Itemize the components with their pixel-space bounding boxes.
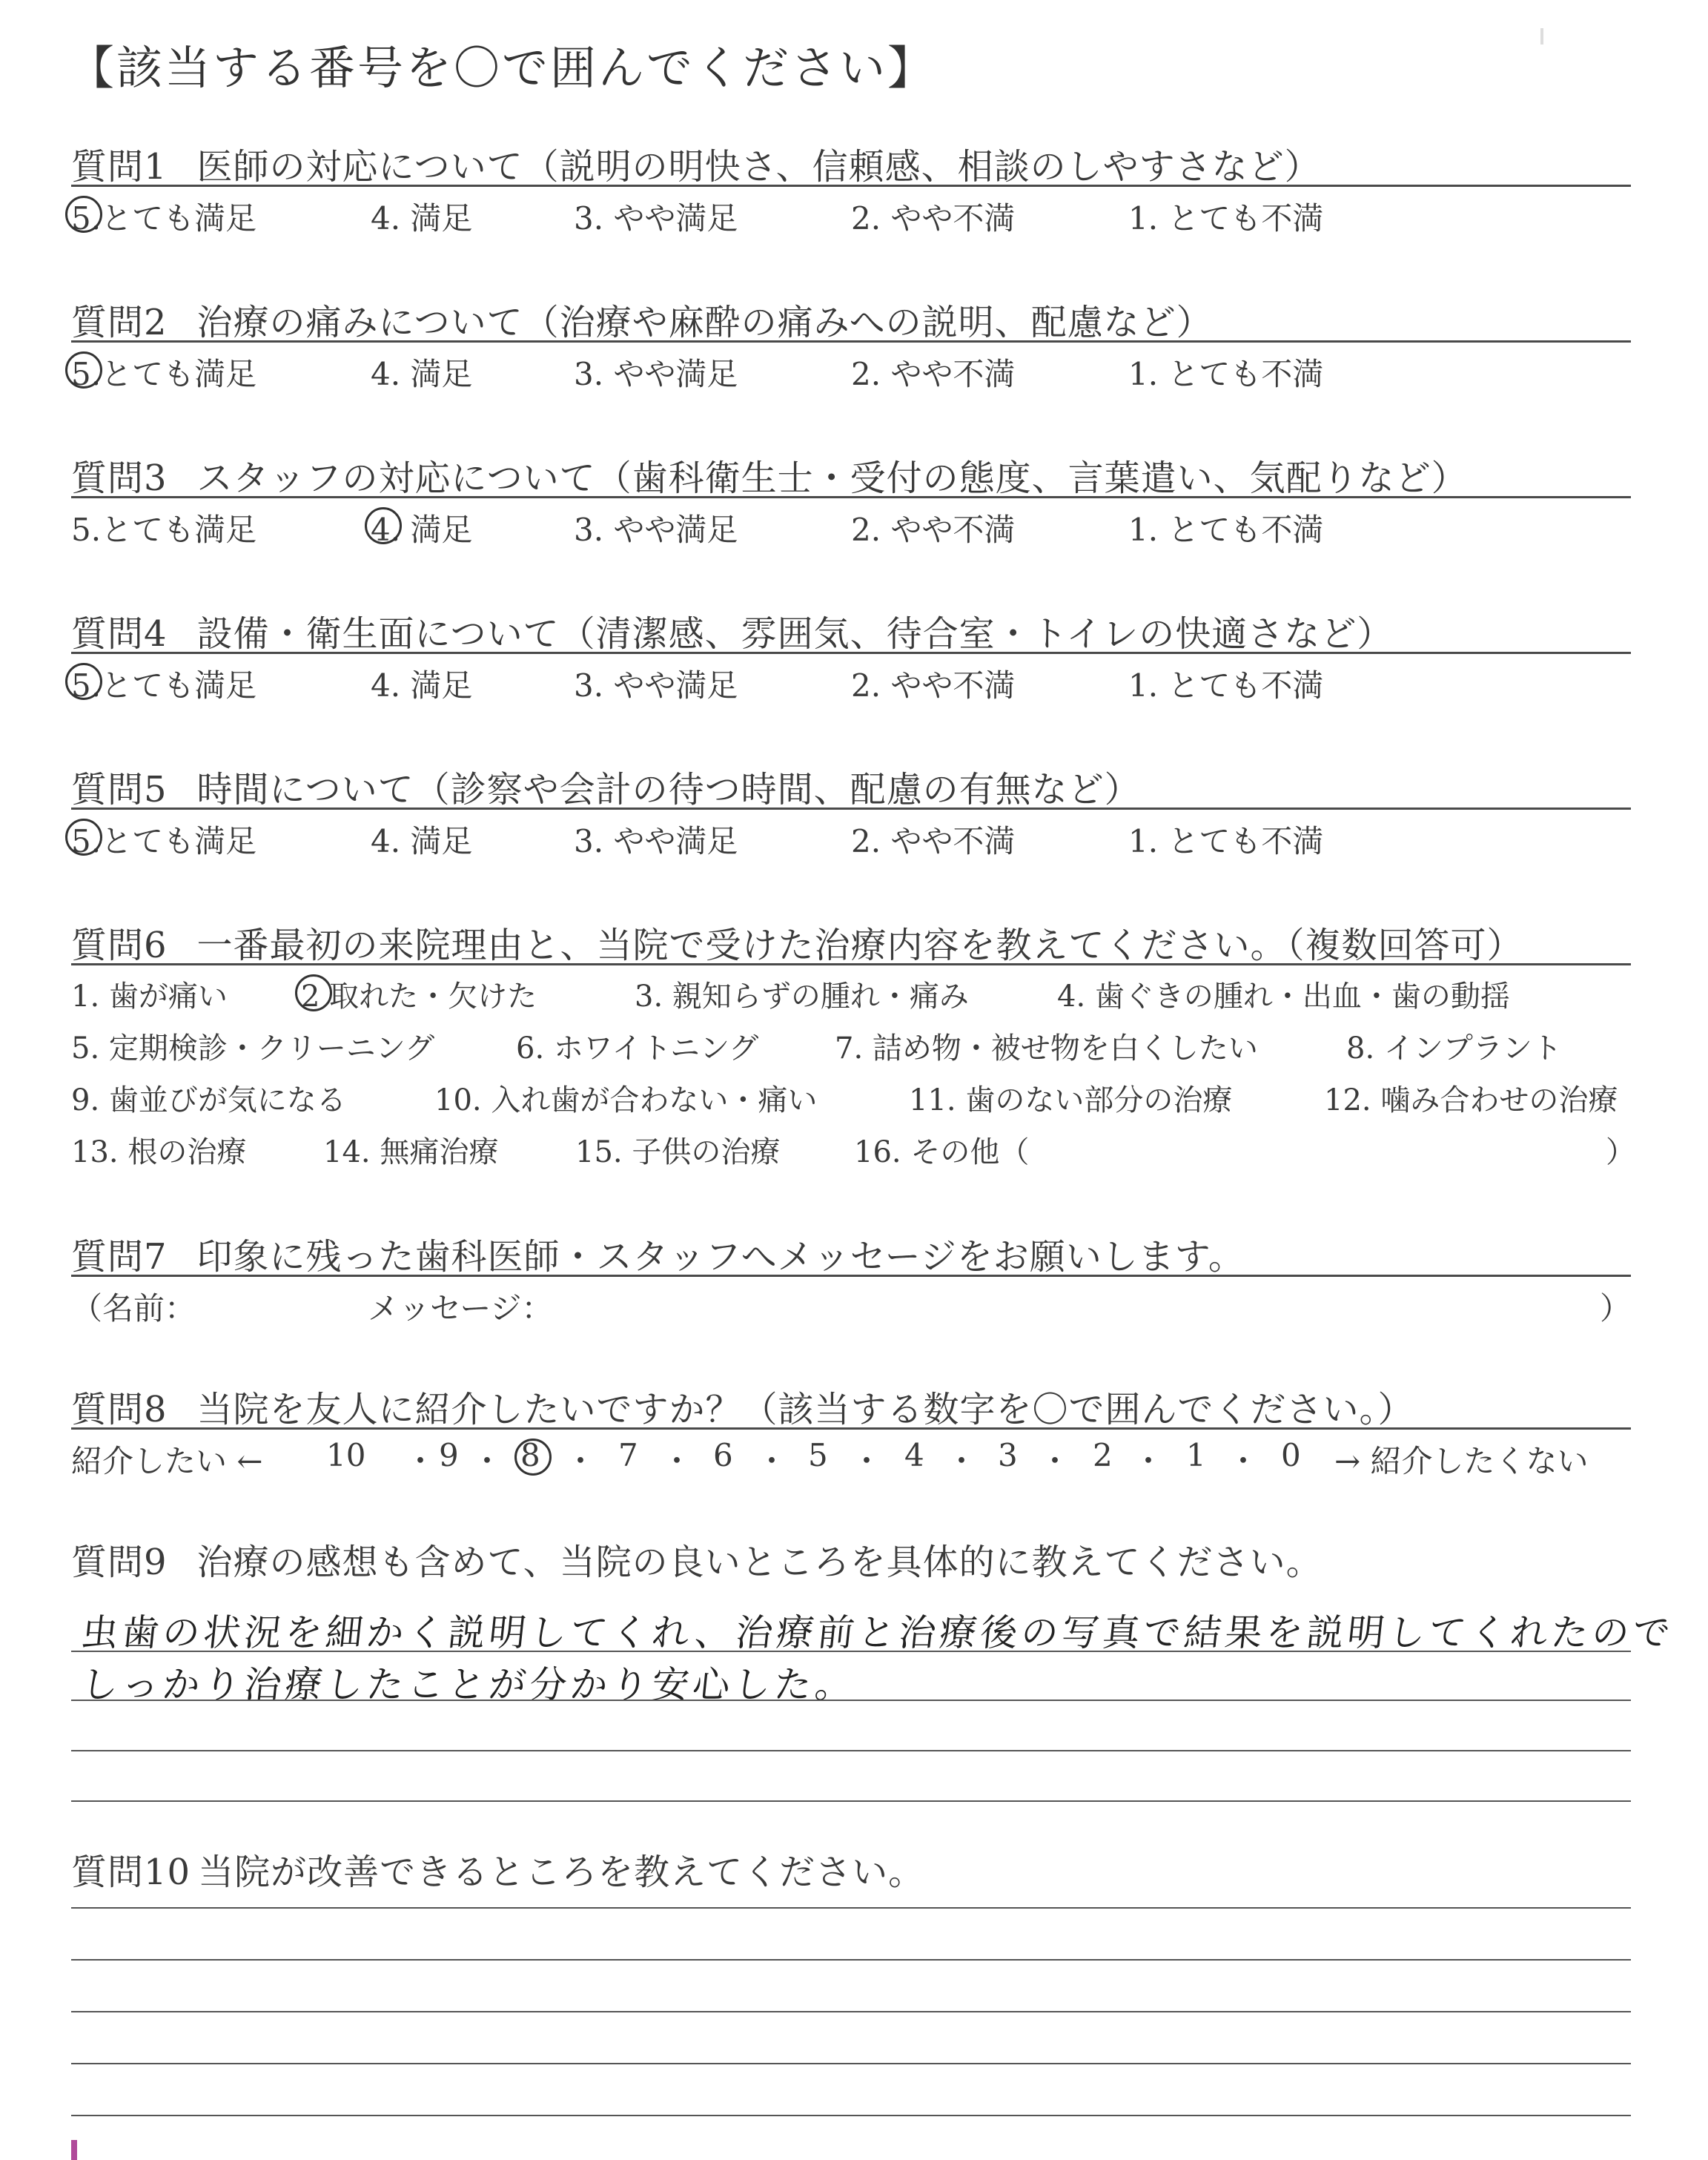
question-7 [71,1228,1631,1332]
page-title: 【該当する番号を〇で囲んでください】 [68,41,936,95]
scale-right-label: → 紹介したくない [1334,1443,1589,1479]
answer-line [71,1750,1631,1751]
scale-dot: ・ [946,1443,978,1479]
question-number: 質問6 [71,925,168,966]
answer-line [71,1700,1631,1701]
option-4[interactable]: 4. 満足 [371,823,473,859]
option-1[interactable]: 1. 歯が痛い [71,980,228,1014]
name-field-label[interactable]: （名前： [71,1290,196,1327]
scale-dot: ・ [851,1443,883,1479]
scale-left-label: 紹介したい ← [71,1443,263,1479]
scale-3[interactable]: 3 [998,1437,1018,1473]
options-row [71,1025,1635,1077]
rating-options [71,817,1631,859]
option-14[interactable]: 14. 無痛治療 [323,1135,499,1169]
answer-line [71,1959,1631,1961]
option-4-selected[interactable]: 4. 満足 [371,506,472,550]
option-10[interactable]: 10. 入れ歯が合わない・痛い [434,1083,818,1117]
scale-6[interactable]: 6 [713,1437,733,1473]
option-1[interactable]: 1. とても不満 [1128,356,1324,392]
question-1 [71,138,1631,286]
option-8[interactable]: 8. インプラント [1346,1031,1562,1066]
question-number: 質問8 [71,1389,168,1430]
scale-5[interactable]: 5 [808,1437,828,1473]
question-8 [71,1381,1631,1484]
option-5[interactable]: 5.とても満足 [71,512,257,548]
question-2 [71,294,1631,442]
option-3[interactable]: 3. 親知らずの腫れ・痛み [635,980,969,1014]
answer-line [71,2011,1631,2012]
question-7-heading [71,1228,1631,1277]
question-number: 質問4 [71,613,168,655]
scan-speck [1540,28,1543,44]
scale-0[interactable]: 0 [1281,1437,1301,1473]
option-2[interactable]: 2. やや不満 [851,823,1016,859]
handwritten-answer-line-2: しっかり治療したことが分かり安心した。 [79,1663,858,1706]
question-text: 当院が改善できるところを教えてください。 [198,1852,925,1893]
scale-10[interactable]: 10 [326,1437,366,1473]
other-close-paren: ） [1606,1135,1635,1169]
question-9-heading [71,1533,1631,1582]
message-fields [71,1284,1631,1326]
question-text: 当院を友人に紹介したいですか？（該当する数字を〇で囲んでください。） [196,1389,1414,1430]
question-text: スタッフの対応について（歯科衛生士・受付の態度、言葉遣い、気配りなど） [196,458,1468,499]
option-9[interactable]: 9. 歯並びが気になる [71,1083,346,1117]
recommend-scale [71,1437,1631,1479]
footer-mark [71,2140,77,2160]
question-number: 質問9 [71,1542,168,1583]
answer-line [71,2115,1631,2116]
question-number: 質問2 [71,302,168,343]
cut-off-footer [71,2140,1035,2160]
question-text: 治療の痛みについて（治療や麻酔の痛みへの説明、配慮など） [196,302,1213,343]
option-16-other[interactable]: 16. その他（ [854,1135,1030,1169]
scale-dot: ・ [405,1443,437,1479]
option-5-selected[interactable]: 5.とても満足 [71,661,256,706]
option-5[interactable]: 5. 定期検診・クリーニング [71,1031,435,1066]
option-4[interactable]: 4. 満足 [371,356,473,392]
handwritten-answer-line-1: 虫歯の状況を細かく説明してくれ、治療前と治療後の写真で結果を説明してくれたので [79,1611,1676,1654]
answer-line [71,2063,1631,2064]
option-5-selected[interactable]: 5.とても満足 [71,350,256,394]
scale-2[interactable]: 2 [1093,1437,1113,1473]
option-2[interactable]: 2. やや不満 [851,512,1016,548]
scale-8-selected[interactable]: 8 [520,1437,540,1473]
scale-7[interactable]: 7 [618,1437,638,1473]
question-2-heading [71,294,1631,343]
options-row [71,973,1635,1025]
question-number: 質問7 [71,1236,168,1278]
scale-1[interactable]: 1 [1186,1437,1206,1473]
scale-dot: ・ [1228,1443,1260,1479]
option-2-selected[interactable]: 2 取れた・欠けた [301,973,537,1015]
option-1[interactable]: 1. とても不満 [1128,512,1324,548]
rating-options [71,350,1631,392]
question-5-heading [71,761,1631,810]
option-3[interactable]: 3. やや満足 [574,512,738,548]
option-4[interactable]: 4. 満足 [371,200,473,237]
option-3[interactable]: 3. やや満足 [574,667,738,704]
question-text: 時間について（診察や会計の待つ時間、配慮の有無など） [196,769,1141,810]
message-field-label[interactable]: メッセージ： [368,1290,553,1327]
option-13[interactable]: 13. 根の治療 [71,1135,247,1169]
option-11[interactable]: 11. 歯のない部分の治療 [909,1083,1233,1117]
answer-line [71,1651,1631,1652]
rating-options [71,661,1631,703]
option-3[interactable]: 3. やや満足 [574,356,738,392]
question-text: 医師の対応について（説明の明快さ、信頼感、相談のしやすさなど） [196,146,1321,188]
scale-dot: ・ [471,1443,503,1479]
answer-line [71,1800,1631,1802]
options-row [71,1077,1635,1129]
option-5-selected[interactable]: 5.とても満足 [71,194,256,239]
question-4 [71,605,1631,753]
scale-dot: ・ [756,1443,788,1479]
question-10-heading [71,1843,1631,1892]
question-6-heading [71,916,1631,965]
question-number: 質問10 [71,1852,191,1893]
question-text: 治療の感想も含めて、当院の良いところを具体的に教えてください。 [196,1542,1323,1583]
scale-9[interactable]: 9 [439,1437,459,1473]
option-3[interactable]: 3. やや満足 [574,823,738,859]
option-1[interactable]: 1. とても不満 [1128,200,1324,237]
question-text: 印象に残った歯科医師・スタッフへメッセージをお願いします。 [196,1236,1245,1278]
reason-options [71,973,1635,1180]
options-row [71,1129,1635,1180]
question-number: 質問1 [71,146,168,188]
option-4[interactable]: 4. 満足 [371,667,473,704]
question-6 [71,916,1635,1183]
option-15[interactable]: 15. 子供の治療 [575,1135,781,1169]
option-6[interactable]: 6. ホワイトニング [516,1031,759,1066]
question-3 [71,449,1631,598]
option-1[interactable]: 1. とても不満 [1128,667,1324,704]
option-4[interactable]: 4. 歯ぐきの腫れ・出血・歯の動揺 [1057,980,1510,1014]
question-5 [71,761,1631,909]
option-2[interactable]: 2. やや不満 [851,356,1016,392]
rating-options [71,506,1631,547]
question-8-heading [71,1381,1631,1430]
scale-dot: ・ [1039,1443,1071,1479]
option-3[interactable]: 3. やや満足 [574,200,738,237]
question-text: 一番最初の来院理由と、当院で受けた治療内容を教えてください。（複数回答可） [196,925,1523,966]
scale-dot: ・ [661,1443,693,1479]
close-paren: ） [1599,1290,1631,1327]
answer-line [71,1907,1631,1909]
option-7[interactable]: 7. 詰め物・被せ物を白くしたい [835,1031,1258,1066]
question-number: 質問3 [71,458,168,499]
question-number: 質問5 [71,769,168,810]
option-12[interactable]: 12. 噛み合わせの治療 [1324,1083,1618,1117]
scale-4[interactable]: 4 [904,1437,924,1473]
option-5-selected[interactable]: 5.とても満足 [71,817,256,862]
question-3-heading [71,449,1631,498]
question-4-heading [71,605,1631,654]
rating-options [71,194,1631,236]
question-9 [71,1533,1631,1583]
option-2[interactable]: 2. やや不満 [851,667,1016,704]
scale-dot: ・ [565,1443,597,1479]
scale-dot: ・ [1133,1443,1165,1479]
question-10 [71,1843,1631,1893]
option-1[interactable]: 1. とても不満 [1128,823,1324,859]
question-1-heading [71,138,1631,187]
option-2[interactable]: 2. やや不満 [851,200,1016,237]
question-text: 設備・衛生面について（清潔感、雰囲気、待合室・トイレの快適さなど） [196,613,1394,655]
